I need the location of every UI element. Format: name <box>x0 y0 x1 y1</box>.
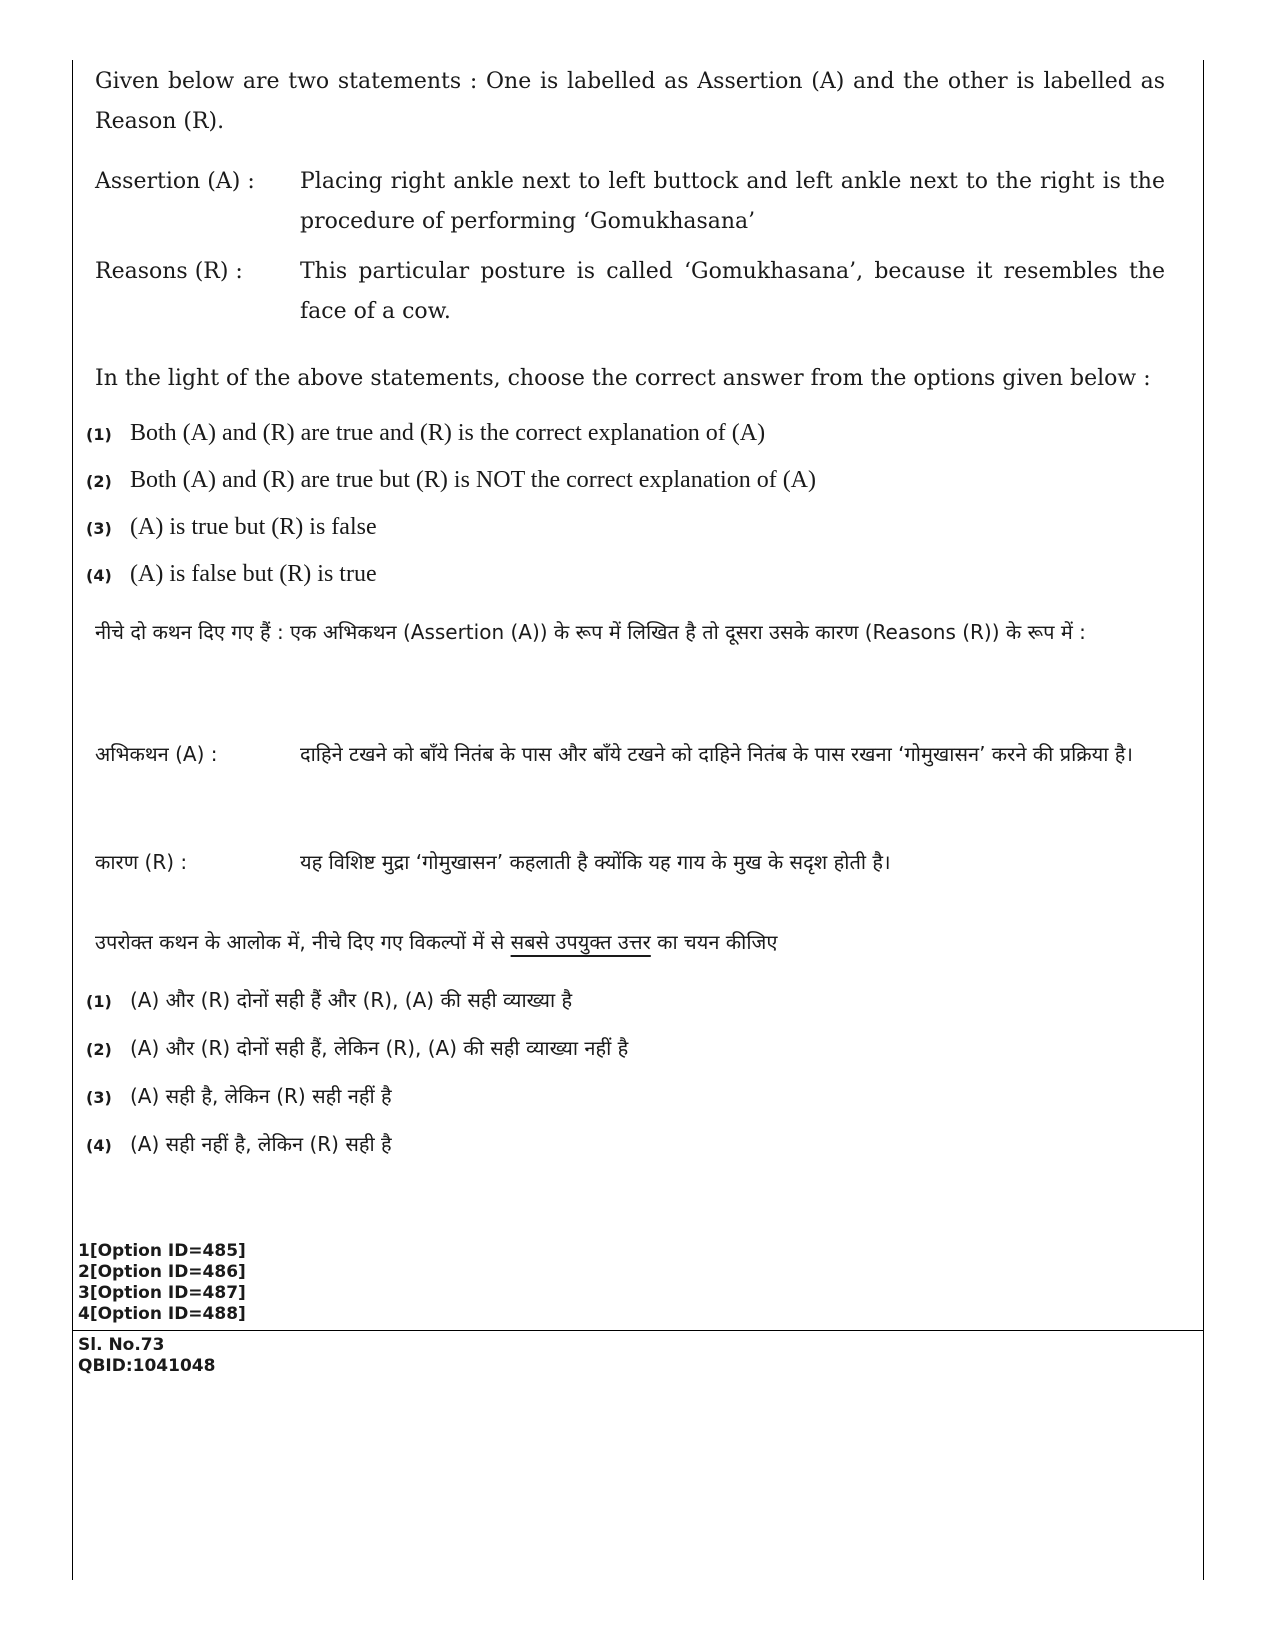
reason-label-hindi: कारण (R) : <box>95 850 188 874</box>
intro-hindi: नीचे दो कथन दिए गए हैं : एक अभिकथन (Assertion (A)) के रूप में लिखित है तो दूसरा उसके कारण (Reasons (R)) के रूप में : <box>95 620 1086 644</box>
instruction-hindi <box>95 920 1165 964</box>
option-id-1: 1[Option ID=485] <box>78 1241 246 1261</box>
instruction-hindi-post: का चयन कीजिए <box>650 930 778 954</box>
option-hi-2 <box>86 1026 1186 1070</box>
option-number: (1) <box>86 425 112 444</box>
option-en-4 <box>86 554 1186 594</box>
assertion-label-hindi: अभिकथन (A) : <box>95 742 218 766</box>
option-text: (A) is true but (R) is false <box>130 514 377 540</box>
question-bank-id: QBID:1041048 <box>78 1356 216 1376</box>
question-divider <box>72 1330 1204 1331</box>
assertion-text-hindi: दाहिने टखने को बाँये नितंब के पास और बाँये टखने को दाहिने नितंब के पास रखना ‘गोमुखासन’ करने की प्रक्रिया है। <box>300 742 1133 766</box>
reason-label: Reasons (R) : <box>95 259 243 284</box>
option-number: (1) <box>86 992 112 1011</box>
option-number: (4) <box>86 1136 112 1155</box>
option-ids <box>78 1241 246 1325</box>
option-hi-4 <box>86 1122 1186 1166</box>
option-id-3: 3[Option ID=487] <box>78 1283 246 1303</box>
intro-english: Given below are two statements : One is labelled as Assertion (A) and the other is labelled as Reason (R). <box>95 69 1165 134</box>
option-en-3 <box>86 507 1186 547</box>
instruction-hindi-underlined: सबसे उपयुक्त उत्तर <box>510 930 651 954</box>
option-number: (2) <box>86 472 112 491</box>
option-text: (A) और (R) दोनों सही हैं और (R), (A) की सही व्याख्या है <box>130 988 573 1012</box>
option-number: (3) <box>86 1088 112 1107</box>
right-border <box>1203 60 1204 1580</box>
option-text: (A) और (R) दोनों सही हैं, लेकिन (R), (A) की सही व्याख्या नहीं है <box>130 1036 629 1060</box>
left-border <box>72 60 73 1580</box>
option-number: (2) <box>86 1040 112 1059</box>
reason-text-hindi: यह विशिष्ट मुद्रा ‘गोमुखासन’ कहलाती है क्योंकि यह गाय के मुख के सदृश होती है। <box>300 850 891 874</box>
next-question-header <box>78 1335 215 1377</box>
instruction-hindi-pre: उपरोक्त कथन के आलोक में, नीचे दिए गए विकल्पों में से <box>95 930 511 954</box>
option-id-2: 2[Option ID=486] <box>78 1262 246 1282</box>
instruction-english: In the light of the above statements, choose the correct answer from the options given below : <box>95 366 1151 391</box>
option-text: Both (A) and (R) are true and (R) is the correct explanation of (A) <box>130 420 766 446</box>
option-text: (A) is false but (R) is true <box>130 561 377 587</box>
option-text: (A) सही नहीं है, लेकिन (R) सही है <box>130 1132 392 1156</box>
option-id-4: 4[Option ID=488] <box>78 1304 246 1324</box>
option-text: (A) सही है, लेकिन (R) सही नहीं है <box>130 1084 392 1108</box>
option-hi-3 <box>86 1074 1186 1118</box>
option-en-1 <box>86 413 1186 453</box>
serial-number: Sl. No.73 <box>78 1335 165 1355</box>
option-number: (3) <box>86 519 112 538</box>
option-hi-1 <box>86 978 1186 1022</box>
option-number: (4) <box>86 566 112 585</box>
assertion-label: Assertion (A) : <box>95 169 255 194</box>
assertion-text: Placing right ankle next to left buttock and left ankle next to the right is the procedure of performing ‘Gomukhasana’ <box>300 169 1165 234</box>
reason-text: This particular posture is called ‘Gomukhasana’, because it resembles the face of a cow. <box>300 259 1165 324</box>
option-text: Both (A) and (R) are true but (R) is NOT the correct explanation of (A) <box>130 467 817 493</box>
option-en-2 <box>86 460 1186 500</box>
